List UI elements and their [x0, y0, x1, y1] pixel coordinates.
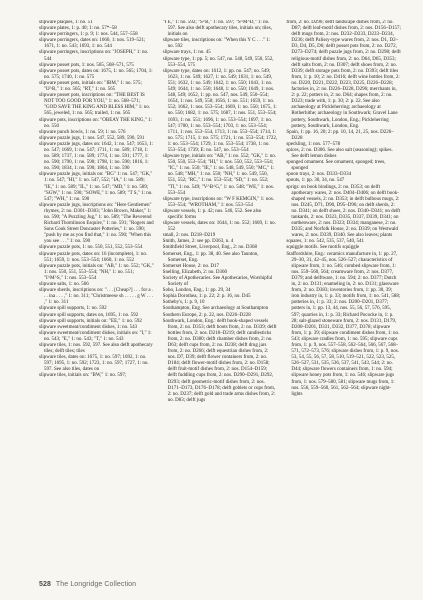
- index-entry: slipware sweetmeat/condiment dishes, initials on: "I," 1: no. 543; "E," 1: no. 543; "T," 1: no. 543: [39, 330, 152, 342]
- index-entry: Somerset House, 2: no. D17: [162, 263, 220, 269]
- index-entry: slipware pots, inscriptions on: "OBEAY THE KING," 1: no. 550: [39, 117, 152, 129]
- index-entry: slipware type, initials on: "AB," 1: no. 552; "GK," 1: no. 550, 550, 553–554; "HI," 1: nos. 550, 552, 553–554; "IC," 1: no. 550; "IE," 1: no. 548, 549, 550; "MC," 1: no. 548; "MH," 1: no. 550; "NH," 1: no. 549, 550, 551, 552; "RC," 1: no. 553–554; "SD," 1: no. 552; "TI," 1: no. 549; "V^B^G," 1: no. 548; "WE," 1: nos. 553–554: [162, 154, 276, 196]
- index-entry: Snelling, Elizabeth, 2: no. D360: [162, 269, 227, 275]
- index-entry: slipware tiles, inscriptions on: "When this Y C . . ." 1: no. 592: [162, 38, 271, 50]
- index-entry: Spain, 1: pp. 16, 20; 2: pp. 10, 14, 21, 25, nos. D226–D228: [286, 129, 394, 141]
- index-entry: slipware puzzle jugs, initials on: "BG" 1: no. 547; "GK," 1: no. 547; "HI," 1: no. 547, 552; "IA," 1: no. 589; "IE," 1: no. 589; "IL," 1: no. 547; "MD," 1: no. 589; "SGW," 1: no. 590; "SOWE," 1: no. 589; "T S," 1: no. 547; "WH," 1: no. 590: [39, 172, 153, 202]
- index-entry: small, 2: nos. D218–D219: [162, 233, 216, 239]
- index-entry: spoon trays, 2: nos. D333–D334: [286, 172, 352, 178]
- index-entry: Southern Europe, 2: p. 22, nos. D226–D228: [162, 312, 251, 318]
- index-entry: slipware porringers, inscriptions on: "JOSEPH," 1: no. 544: [39, 50, 149, 62]
- index-entry: slipware type, dates on: 1612, 1: pp. no. 547; no. 549; 1623, 1: no. 549; 1627, 1: no. 549; 1631, 1: no. 549, 551; 1632, 1: no. 549; 1642, 1: no. 550; 1643, 1: no. 549; 1644, 1: no. 550; 1648, 1: no. 550; 1649, 1: nos. 548, 549; 1652, 1: pp. no. 547, nos. 549, 550–554; 1654, 1: nos. 549, 550; 1656, 1: no. 551; 1659, 1: no. 552; 1662, 1: nos. 553–554; 1669, 1: no. 550; 1675, 1: no. 550; 1682, 1: no. 575; 1687, 1: nos. 551, 553–554; 1693, 1: no. 551; 1696, 1: no. 553–554; 1697, 1: no. 547; 1700, 1: no. 553–554; 1703, 1: no. 553–554; 1711, 1: nos. 553–554, 1713, 1: no. 553–554; 1714, 1: no. 575; 1715, 1: no. 575; 1721, 1: no. 553–554; 1722, 1: no. 553–554; 1729, 1: no. 553–554; 1738, 1: no. 553–554; 1739; E: no. 547, no. 553–554: [162, 68, 278, 153]
- index-entry: slipware punch bowls, 1: no. 59; 1: no. 576: [39, 129, 126, 135]
- index-entry: slipware posset pots, initials on: "IBM," 1: no. 575; "IJ^B," 1: no. 565; "RT," 1: no. 565: [39, 80, 142, 93]
- index-entry: sponged ornament. See ornament, sponged; trees, sponged: [286, 160, 386, 172]
- index-entry: slipware puzzle jugs, inscriptions on: "Here Gentlemen" rhymes, 2: no. D301–D303; "John Brown, Maker," 1: no. 590; "A Puzzling Jug," 1: no. 589; "The Reverend Richard Thomlinson Esquire," 1: no. 591; "Rogers and Sons Cook Street Doncaster Potteries," 1: no. 590; "push by me as you find that," 1: no. 590; "When this you see . . ." 1: no. 590: [39, 202, 154, 245]
- index-column-1: [39, 20, 154, 568]
- index-entry: slipware type, 1: pp. 5; no. 547, no. 548, 549, 550, 552, 553–554, 575: [162, 56, 274, 68]
- index-entry: slipware sherds, inscriptions on: ". . . [Cheap?] . . . for a . . . ina . . . ," 1: no. 311; "Christmeese sh . . . . . g W . . . ," 1: no. 311: [39, 288, 154, 306]
- index-entry: Somerset, Eng., 1: pp. 38, 40. See also Taunton, Somerset, Eng.: [162, 251, 259, 263]
- index-entry: spices, 2: no. D306. See also salt (seasoning); spikes. See delft lemon dishes: [286, 147, 393, 160]
- index-entry: slipware tiles, 1: nos. 592, 597. See also delft apothecary tiles; delft tiles; tiles: [39, 342, 153, 355]
- index-entry: from, 2: no. D296; delft landscape dishes from, 2: no. D87; delft leaf-motif dishes from, 2: nos. D156–D157; delft mugs from, 2: nos. D232–D233, D233–D234, D236; delft Palissy-type wares from, 2: nos. D1, D2–D3, D4, D5, D6; delft posset pots from, 2: no. D272, D273–D274; delft puzzle jugs from, 2: no. D298; delft religious-motif dishes from, 2: no. D64, D65, D353; delft salts from, 2: no. D307; delft shoes from, 2: no. D339; delft storage pots from, 2: no. D393; delft tiles from, 1: p. 10; 2: no. D416; delft wine bottles from, 2: no. D220, D221, D222, D223, D225, D226–D228; factories in, 2: no. D226–D228, D296; merchants in, 2: p. 22; potters in, 2: no. D64; shapes from, 2: no. D323; trade with, 1: p. 30; 2: p. 22. See also archaeology at Pickleherring; archaeology at Rotherhithe; archaeology in Southwark; Gravel Lane pottery, Southwark, London, Eng.; Pickleherring pottery, Southwark, London, Eng.: [286, 20, 401, 129]
- index-entry: sprigs: on book bindings, 2: no. D353; on delft apothecary wares, 2: nos. D404–D406; on delft book-shaped vessels, 2: no. D353; in delft bulbous mugs, 2: nos. D245, D71, D90, D95–D96; on delft sherds, 2: no. D341; on delft shoes, 2: nos. D340–D341; on delft tankards, 2: nos. D323, D335, D337, D339, D341; on earthenware, 2: nos. D323; D334; manganese, 2: no. D335; and Norfolk House, 2: no. D339; on Westwald wares, 2: nos. D339, D340. See also leaves; plants: [286, 184, 401, 239]
- page-footer: [39, 581, 136, 588]
- index-entry: Southwark, London, Eng.: delft book-shaped vessels from, 2: no. D353; delft boots from, 2: no. D339; delft bottles from, 2: nos. D218–D219; delft candlesticks from, 2: no. D380; delft chamber dishes from, 2: no. D63; delft cups from, 2: no. D238; delft drug jars from, 2: no. D266; delft equestrian dishes from, 2: nos. D7, D39; delft flower containers from, 2: no. D184; delft flower-motif dishes from, 2: no. D158; delft fruit-motif dishes from, 2: nos. D154–D159; delft fuddling cups from, 2: nos. D290–D291, D292, D293; delft geometric-motif dishes from, 2: nos. D171–D173, D176–D178; delft goblets or cups from, 2: no. D237; delft gold and trade arms dishes from, 2: no. D83; delft jugs: [162, 318, 277, 403]
- index-entry: Smithfield Street, Liverpool, Eng., 2: no. D368: [162, 245, 257, 251]
- index-entry: slipware puzzle jugs, dates on: 1642, 1: no. 547; 1653, 1: no. 547; 1669, 1: no. 547; 1711, 1: no. 589; 1718, 1: no. 589; 1737, 1: no. 589; 1774, 1: no. 591; 1777, 1: no. 590; 1790, 1: no. 590; 1798, 1: no. 590; 1816, 1: no. 590; 1834, 1: no. 590; 1864, 1: no. 590: [39, 141, 154, 172]
- index-entry: Sotheby's, 1: p. 9, 10: [162, 300, 205, 306]
- index-column-2: [163, 20, 278, 568]
- index-entry: slipware puzzle jugs, 1: nos. 547, 552, 589, 590, 591: [39, 135, 145, 141]
- index-entry: slipware puzzle pots, 1: no. 550, 551, 552, 553–554: [39, 245, 143, 251]
- index-entry: speckling, 1: nos. 577–578: [286, 141, 341, 147]
- index-entry: Smith, James, 2: see pp. D363, n. 4: [162, 239, 234, 245]
- index-entry: slipware spill supports, 1: no. 592: [39, 306, 107, 312]
- index-entry: "I E," 1: no. 592; "S^B," 1: no. 597; "S^M^D," 1: no. 597. See also delft apothecary tiles, initials on; tiles, initials on: [162, 20, 272, 38]
- index-entry: slipware puzzle pots, initials on: "AB," 1: no. 552; "GK," 1: nos. 550, 551, 553–554; "NH," 1: no. 551; "I^M^S," 1: nos. 553–554: [39, 263, 154, 281]
- index-entry: slipware posset pots, inscriptions on: "THE BEST IS NOT TOO GOOD FOR YOU," 1: no. 568–571; "GOD SAVE THE KING AND BLESS HIM," 1: no. 565, jeweled, 1: no. 565; trailed, 1: no. 565: [39, 93, 151, 117]
- index-column-3: [286, 20, 401, 568]
- index-entry: spouts, 1: pp. 30, 34, no. 547: [286, 178, 345, 184]
- index-entry: slipware vessels, dates on: 1644, 1: no. 552; 1669, 1: no. 552: [162, 221, 276, 233]
- index-entry: Soho, London, Eng., 1: pp. 29, 34: [162, 288, 231, 294]
- index-entry: slipware puzzle pots, dates on: 16 (incomplete), 1: no. 551; 1659, 1: nos. 553–554; 1660, 1: no. 552: [39, 251, 148, 263]
- index-entry: slipware porringers, 1: p. 9; 1: nos. 544, 557–558: [39, 32, 138, 38]
- running-title: The Longridge Collection: [55, 581, 137, 588]
- index-entry: Southampton, Eng. See archaeology at Southampton: [162, 306, 269, 312]
- page-number: 528: [39, 581, 51, 588]
- index-entry: slipware spill supports, initials on: "EE," 1: no. 592: [39, 318, 142, 324]
- index-entry: slipware vessels, 1: p. 42; nos. 546, 552. See also specific forms: [162, 208, 262, 220]
- index-columns: [39, 20, 401, 568]
- index-entry: squiggle motifs. See motifs squiggle: [286, 245, 360, 251]
- index-entry: slipware sweetmeat/condiment dishes, 1: no. 543: [39, 324, 138, 330]
- index-entry: Society of Apothecaries. See Apothecaries, Worshipful Society of: [162, 275, 273, 288]
- index-entry: slipware trays, 1: no. 45: [162, 50, 211, 56]
- index-entry: slipware plates, 1: p. 40; 1: no. 57*–58: [39, 26, 117, 32]
- index-entry: slipware posset pots, 1: nos. 565, 568–571, 575: [39, 62, 134, 68]
- index-entry: Sophia Dorothea, 1: p. 22; 2: p. 16, no. D45: [162, 294, 251, 300]
- index-entry: slipware tiles, dates on: 1675, 1: no. 597; 1692, 1: no. 597; 1695, 1: no. 592; 1723, 1: no. 597; 1727, 1: no. 597. See also tiles, dates on: [39, 355, 149, 373]
- index-entry: slipware spill supports, dates on, 1695, 1: no. 592: [39, 312, 139, 318]
- index-entry: slipware posset pots, dates on: 1675, 1: no. 565; 1704, 1: no. 575; 1740, 1: no. 575: [39, 68, 153, 80]
- index-entry: slipware salts, 1: no. 566: [39, 282, 89, 288]
- index-entry: Staffordshire, Eng.: ceramics manufacture in, 1: pp. 27, 29–30, 31, 42–45, nos. 526–527; characteristics of slipware from, 1: no. 546; combed slipware from, 1: nos. 559–560, 564; creamware from, 2: nos. D377, D379; and delftware, 1: no. 594; 2: no. D377; Dutch in, 2: no. D131; enameling in, 2: no. D131; glassware from, 2: no. D383; inventories from, 1: pp. 30, 39; iron industry in, 1: p. 33; motifs from, 1: no. 541, 588; potteries in, 1: p. 33; 2: nos. D200–D201, D377; potters in, 1: pp. 13, 44, nos. 55, 56, 57, 576, 595, 597; quarries in, 1: p. 33; Richard Pococke in, 1: p. 28; salt-glazed stoneware from, 2: nos. D131, D179, D200–D201, D331, D332, D377, D378; slipware from, 1: p. 39; slipware condiment dishes from, 1: no. 543; slipware cradles from, 1: no. 595; slipware cups from, 1: p. 9, nos. 557–558, 562–564, 566, 567, 568–571, 572–573, 576; slipware dishes from, 1: p. 9, nos. 53, 54, 55, 56, 57, 58, 510, 519–521, 522, 523, 525, 526–527, 531, 535, 536, 537, 541, 543, 544; 2: no. D44; slipware flowers containers from, 1: no. 594; slipware honey pots from, 1: no. 546; slipware jugs from, 1: nos. 579–580, 581; slipware mugs from, 1: nos. 556, 559–560, 561, 562–564; slipware night-lights: [286, 251, 401, 397]
- index-entry: slipware plaques, 1: no. 51: [39, 20, 93, 25]
- index-entry: slipware type, inscriptions on: "W F KEMGIN," 1: nos. 553–554; "WROTHAM," 1: nos. 553–554: [162, 196, 275, 208]
- index-entry: squares, 1: no. 542, 535, 537, 540, 541: [286, 239, 364, 245]
- index-entry: slipware tiles, initials on: "BW," 1: no. 597;: [39, 373, 127, 379]
- index-entry: slipware porringers, dates on: 1660, 1: nos. 519–521; 1671, 1: no. 543; 1693, 1: no. 544: [39, 38, 146, 50]
